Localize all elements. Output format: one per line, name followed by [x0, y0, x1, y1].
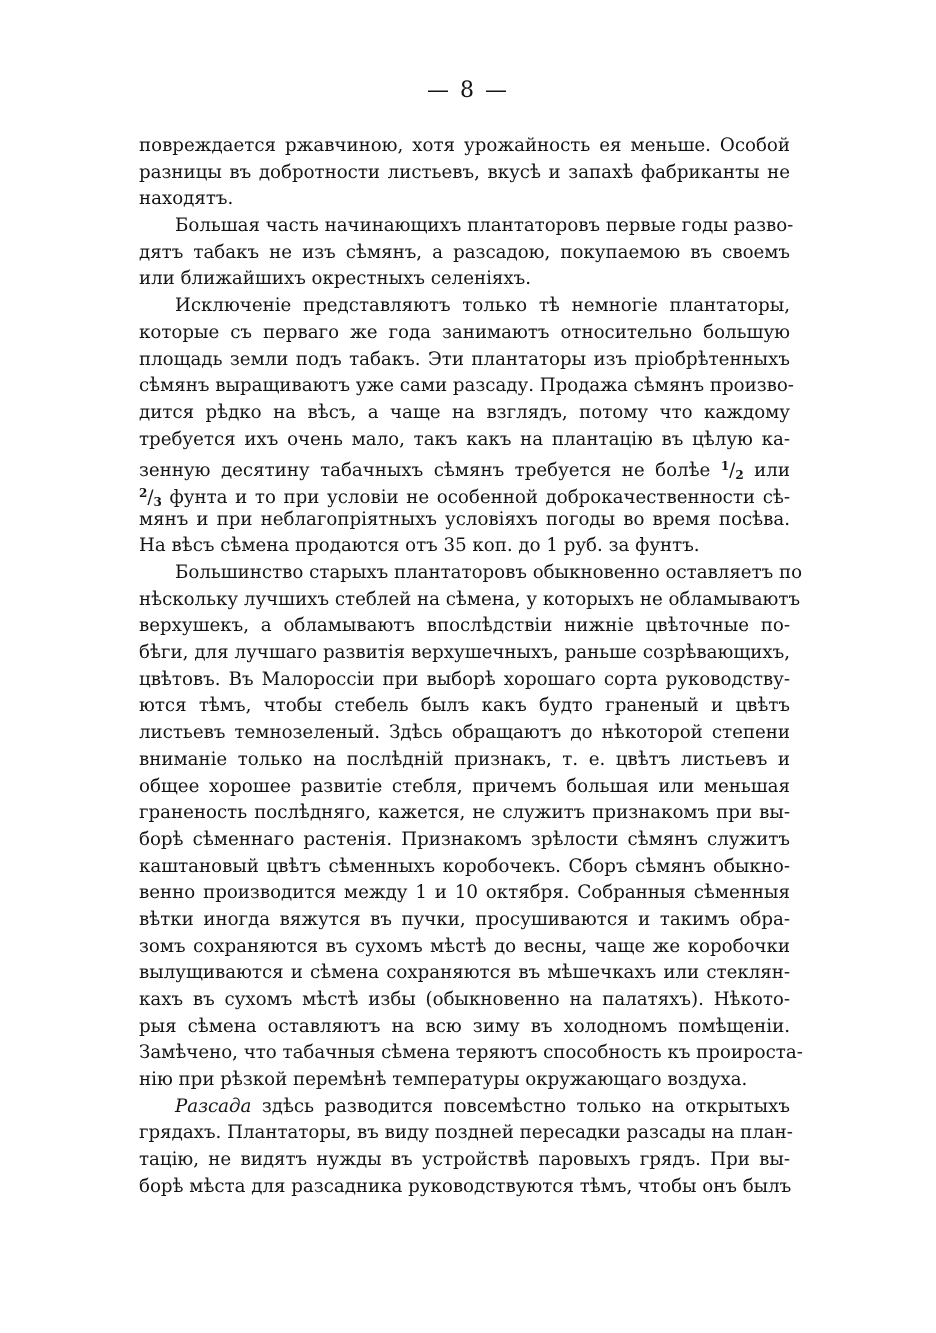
fraction-denominator: 3 [153, 494, 162, 509]
text-line: кахъ въ сухомъ мѣстѣ избы (обыкновенно на палатяхъ). Нѣкото- [139, 989, 790, 1010]
text-line: разницы въ добротности листьевъ, вкусѣ и запахѣ фабриканты не [139, 161, 790, 183]
text-line: тацію, не видятъ нужды въ устройствѣ паровыхъ грядъ. При вы- [139, 1149, 790, 1171]
fraction-numerator: 2 [139, 485, 148, 500]
text-line: вѣтки иногда вяжутся въ пучки, просушиваются и такимъ обра- [139, 908, 790, 930]
text-line: или ближайшихъ окрестныхъ селеніяхъ. [139, 268, 532, 290]
text-line: цвѣтовъ. Въ Малороссіи при выборѣ хорошаго сорта руководству- [139, 668, 790, 690]
text-line: вниманіе только на послѣдній признакъ, т. е. цвѣтъ листьевъ и [139, 748, 790, 770]
text-line: нѣскольку лучшихъ стеблей на сѣмена, у которыхъ не обламываютъ [139, 588, 801, 610]
fraction-denominator: 2 [735, 468, 744, 483]
text-line: зомъ сохраняются въ сухомъ мѣстѣ до весны, чаще же коробочки [139, 935, 790, 957]
text-line: каштановый цвѣтъ сѣменныхъ коробочекъ. Сборъ сѣмянъ обыкно- [139, 855, 790, 877]
text-line: Замѣчено, что табачныя сѣмена теряютъ способность къ проироста- [139, 1042, 803, 1064]
text-line-with-fraction: зенную десятину табачныхъ сѣмянъ требуется не болѣе $^1$/2 или [139, 459, 790, 483]
text-line-with-italic [139, 1094, 790, 1121]
text-line: рыя сѣмена оставляютъ на всю зиму въ холодномъ помѣщеніи. [139, 1015, 790, 1037]
text-line: которые съ перваго же года занимаютъ относительно большую [139, 321, 790, 343]
text-line: сѣмянъ выращиваютъ уже сами разсаду. Продажа сѣмянъ произво- [139, 375, 794, 397]
text-line: венно производится между 1 и 10 октября. Собранныя сѣменныя [139, 882, 790, 904]
text-line: борѣ мѣста для разсадника руководствуются тѣмъ, чтобы онъ былъ [139, 1175, 792, 1197]
text-line: Большая часть начинающихъ плантаторовъ первые годы разво- [175, 215, 794, 237]
text-line: мянъ и при неблагопріятныхъ условіяхъ погоды во время посѣва. [139, 508, 790, 530]
text-line: повреждается ржавчиною, хотя урожайность ея меньше. Особой [139, 135, 790, 156]
text-line: бѣги, для лучшаго развитія верхушечныхъ, раньше созрѣвающихъ, [139, 642, 790, 664]
text-line: ются тѣмъ, чтобы стебель былъ какъ будто граненый и цвѣтъ [139, 695, 790, 717]
text-segment: или [754, 460, 790, 482]
text-line-with-fraction: $^2$/3 фунта и то при условіи не особенной доброкачественности сѣ- [139, 485, 790, 509]
text-line: Исключеніе представляютъ только тѣ немногіе плантаторы, [175, 295, 790, 317]
text-line: находятъ. [139, 188, 234, 210]
text-line: грядахъ. Плантаторы, въ виду поздней пересадки разсады на план- [139, 1122, 793, 1144]
italic-term: Разсада [175, 1095, 252, 1117]
text-line: борѣ сѣменнаго растенія. Признакомъ зрѣлости сѣмянъ служитъ [139, 828, 790, 850]
text-line: требуется ихъ очень мало, такъ какъ на плантацію въ цѣлую ка- [139, 428, 790, 450]
text-line: вылущиваются и сѣмена сохраняются въ мѣшечкахъ или стеклян- [139, 962, 790, 984]
text-line: Большинство старыхъ плантаторовъ обыкновенно оставляетъ по [175, 562, 803, 583]
fraction-numerator: 1 [720, 459, 730, 474]
text-line: На вѣсъ сѣмена продаются отъ 35 коп. до 1 руб. за фунтъ. [139, 535, 700, 557]
text-line: нію при рѣзкой перемѣнѣ температуры окружающаго воздуха. [139, 1069, 748, 1091]
text-line: листьевъ темнозеленый. Здѣсь обращаютъ до нѣкоторой степени [139, 722, 790, 744]
page-number: — 8 — [427, 78, 509, 103]
text-line: верхушекъ, а обламываютъ впослѣдствіи нижніе цвѣточные по- [139, 615, 790, 637]
text-segment: фунта и то при условіи не особенной доброкачественности сѣ- [169, 486, 790, 508]
text-line: дится рѣдко на вѣсъ, а чаще на взглядъ, потому что каждому [139, 401, 790, 423]
text-segment: зенную десятину табачныхъ сѣмянъ требуется не болѣе [139, 460, 711, 482]
text-line: дятъ табакъ не изъ сѣмянъ, а разсадою, покупаемою въ своемъ [139, 241, 790, 263]
text-line: граненость послѣдняго, кажется, не служитъ признакомъ при вы- [139, 802, 790, 824]
text-line: площадь земли подъ табакъ. Эти плантаторы изъ пріобрѣтенныхъ [139, 348, 790, 370]
body-text [139, 133, 803, 1201]
text-line: общее хорошее развитіе стебля, причемъ большая или меньшая [139, 775, 790, 797]
text-segment: здѣсь разводится повсемѣстно только на открытыхъ [261, 1095, 790, 1117]
